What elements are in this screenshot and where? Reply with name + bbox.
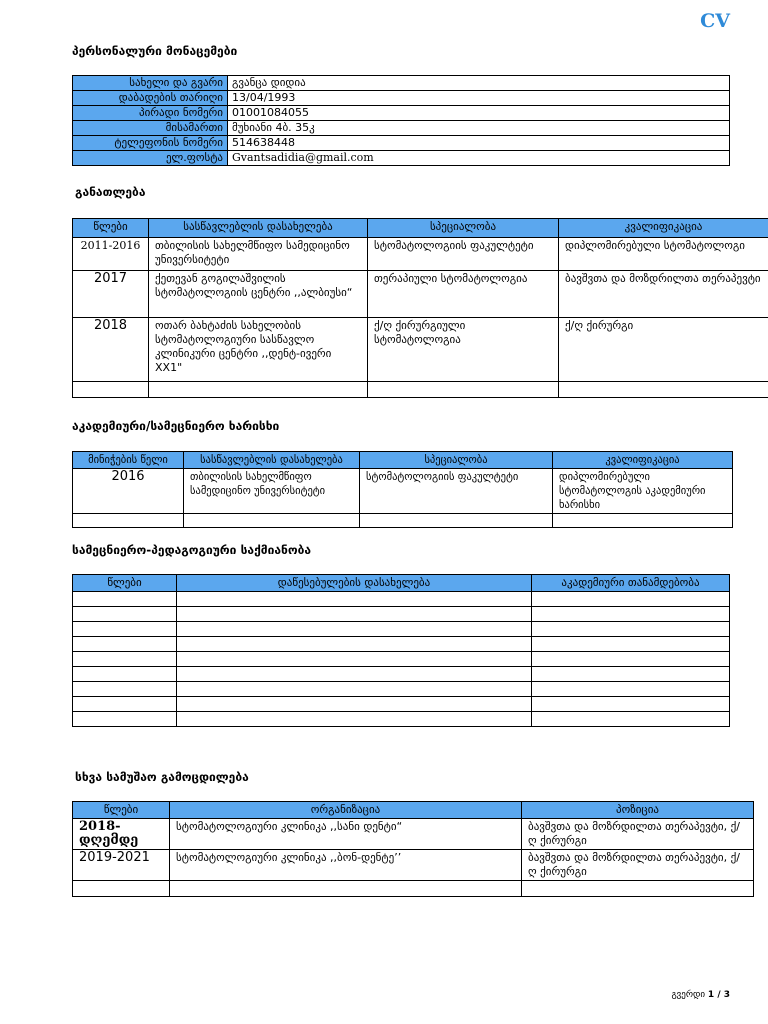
column-header: სპეციალობა: [368, 219, 559, 238]
table-row: [73, 637, 730, 652]
personal-value: გვანცა დიდია: [228, 76, 730, 91]
position-cell: [532, 682, 730, 697]
year-cell: [73, 682, 177, 697]
year-cell: 2011-2016: [73, 238, 149, 271]
institution-cell: თბილისის სახელმწიფო სამედიცინო უნივერსიტეტი: [184, 469, 360, 514]
work-table: [72, 801, 754, 897]
column-header: დაწესებულების დასახელება: [177, 575, 532, 592]
institution-cell: [184, 514, 360, 528]
institution-cell: ქეთევან გოგილაშვილის სტომატოლოგიის ცენტრი ,,ალბიუსი“: [149, 271, 368, 318]
cv-label: CV: [700, 10, 730, 32]
column-header: წლები: [73, 802, 170, 819]
position-cell: [532, 622, 730, 637]
table-row: [73, 514, 733, 528]
personal-value: მუხიანი 4ბ. 35კ: [228, 121, 730, 136]
column-header: კვალიფიკაცია: [553, 452, 733, 469]
specialty-cell: სტომატოლოგიის ფაკულტეტი: [368, 238, 559, 271]
year-cell: 2019-2021: [73, 850, 170, 881]
institution-cell: [177, 637, 532, 652]
column-header: სასწავლებლის დასახელება: [149, 219, 368, 238]
qualification-cell: ბავშვთა და მოზდრილთა თერაპევტი: [559, 271, 768, 318]
academic-section-title: აკადემიური/სამეცნიერო ხარისხი: [72, 419, 280, 433]
table-row: [73, 76, 730, 91]
column-header: კვალიფიკაცია: [559, 219, 768, 238]
qualification-cell: [553, 514, 733, 528]
work-section-title: სხვა სამუშაო გამოცდილება: [75, 770, 249, 784]
institution-cell: [177, 607, 532, 622]
scientific-section-title: სამეცნიერო-პედაგოგიური საქმიანობა: [72, 543, 312, 557]
column-header: მინიჭების წელი: [73, 452, 184, 469]
personal-section-title: პერსონალური მონაცემები: [72, 44, 238, 58]
column-header: პოზიცია: [522, 802, 754, 819]
qualification-cell: [559, 382, 768, 398]
table-row: [73, 850, 754, 881]
institution-cell: თბილისის სახელმწიფო სამედიცინო უნივერსიტეტი: [149, 238, 368, 271]
column-header: წლები: [73, 575, 177, 592]
table-row: [73, 667, 730, 682]
organization-cell: სტომატოლოგიური კლინიკა ,,ბონ-დენტე’’: [170, 850, 522, 881]
personal-value: 01001084055: [228, 106, 730, 121]
page-label: გვერდი: [671, 990, 706, 1000]
table-row: [73, 881, 754, 897]
institution-cell: [149, 382, 368, 398]
table-row: [73, 592, 730, 607]
institution-cell: ოთარ ბახტაძის სახელობის სტომატოლოგიური სასწავლო კლინიკური ცენტრი ,,დენტ-ივერი XX1": [149, 318, 368, 382]
qualification-cell: დიპლომირებული სტომატოლოგის აკადემიური ხარისხი: [553, 469, 733, 514]
specialty-cell: თერაპიული სტომატოლოგია: [368, 271, 559, 318]
table-row: [73, 238, 768, 271]
column-header: ორგანიზაცია: [170, 802, 522, 819]
year-cell: 2018: [73, 318, 149, 382]
personal-label: ელ.ფოსტა: [73, 151, 228, 166]
table-row: [73, 121, 730, 136]
scientific-table: [72, 574, 730, 727]
year-cell: [73, 514, 184, 528]
year-cell: [73, 607, 177, 622]
position-cell: [532, 667, 730, 682]
year-cell: 2018-დღემდე: [73, 819, 170, 850]
institution-cell: [177, 682, 532, 697]
table-row: [73, 622, 730, 637]
table-row: [73, 151, 730, 166]
personal-label: სახელი და გვარი: [73, 76, 228, 91]
table-row: [73, 91, 730, 106]
qualification-cell: დიპლომირებული სტომატოლოგი: [559, 238, 768, 271]
personal-label: მისამართი: [73, 121, 228, 136]
year-cell: [73, 652, 177, 667]
table-row: [73, 712, 730, 727]
table-row: [73, 106, 730, 121]
year-cell: [73, 382, 149, 398]
table-row: [73, 607, 730, 622]
institution-cell: [177, 667, 532, 682]
table-row: [73, 382, 768, 398]
page-footer: [671, 990, 730, 1000]
year-cell: [73, 622, 177, 637]
table-row: [73, 697, 730, 712]
year-cell: [73, 697, 177, 712]
year-cell: [73, 712, 177, 727]
table-row: [73, 819, 754, 850]
table-row: [73, 136, 730, 151]
position-cell: [532, 637, 730, 652]
column-header: წლები: [73, 219, 149, 238]
table-row: [73, 318, 768, 382]
year-cell: [73, 637, 177, 652]
specialty-cell: [368, 382, 559, 398]
table-row: [73, 271, 768, 318]
institution-cell: [177, 712, 532, 727]
personal-value: 514638448: [228, 136, 730, 151]
position-cell: [532, 697, 730, 712]
personal-data-table: [72, 75, 730, 166]
year-cell: [73, 881, 170, 897]
table-row: [73, 652, 730, 667]
organization-cell: [170, 881, 522, 897]
qualification-cell: ქ/ღ ქირურგი: [559, 318, 768, 382]
education-section-title: განათლება: [75, 185, 146, 199]
position-cell: ბავშვთა და მოზრდილთა თერაპევტი, ქ/ღ ქირურგი: [522, 850, 754, 881]
specialty-cell: ქ/ღ ქირურგიული სტომატოლოგია: [368, 318, 559, 382]
specialty-cell: [360, 514, 553, 528]
table-row: [73, 682, 730, 697]
personal-label: ტელეფონის ნომერი: [73, 136, 228, 151]
page-number: 1 / 3: [707, 990, 730, 1000]
year-cell: 2016: [73, 469, 184, 514]
institution-cell: [177, 652, 532, 667]
table-header-row: [73, 575, 730, 592]
column-header: აკადემიური თანამდებობა: [532, 575, 730, 592]
column-header: სასწავლებლის დასახელება: [184, 452, 360, 469]
year-cell: 2017: [73, 271, 149, 318]
position-cell: [532, 607, 730, 622]
education-table: [72, 218, 768, 398]
table-header-row: [73, 452, 733, 469]
email-value: Gvantsadidia@gmail.com: [228, 151, 730, 166]
personal-value: 13/04/1993: [228, 91, 730, 106]
specialty-cell: სტომატოლოგიის ფაკულტეტი: [360, 469, 553, 514]
table-header-row: [73, 219, 768, 238]
personal-label: პირადი ნომერი: [73, 106, 228, 121]
institution-cell: [177, 697, 532, 712]
table-row: [73, 469, 733, 514]
position-cell: [532, 592, 730, 607]
position-cell: [532, 652, 730, 667]
year-cell: [73, 667, 177, 682]
organization-cell: სტომატოლოგიური კლინიკა ,,სანი დენტი“: [170, 819, 522, 850]
column-header: სპეციალობა: [360, 452, 553, 469]
position-cell: [532, 712, 730, 727]
personal-label: დაბადების თარიღი: [73, 91, 228, 106]
academic-table: [72, 451, 733, 528]
position-cell: ბავშვთა და მოზრდილთა თერაპევტი, ქ/ღ ქირურგი: [522, 819, 754, 850]
position-cell: [522, 881, 754, 897]
institution-cell: [177, 592, 532, 607]
year-cell: [73, 592, 177, 607]
table-header-row: [73, 802, 754, 819]
institution-cell: [177, 622, 532, 637]
